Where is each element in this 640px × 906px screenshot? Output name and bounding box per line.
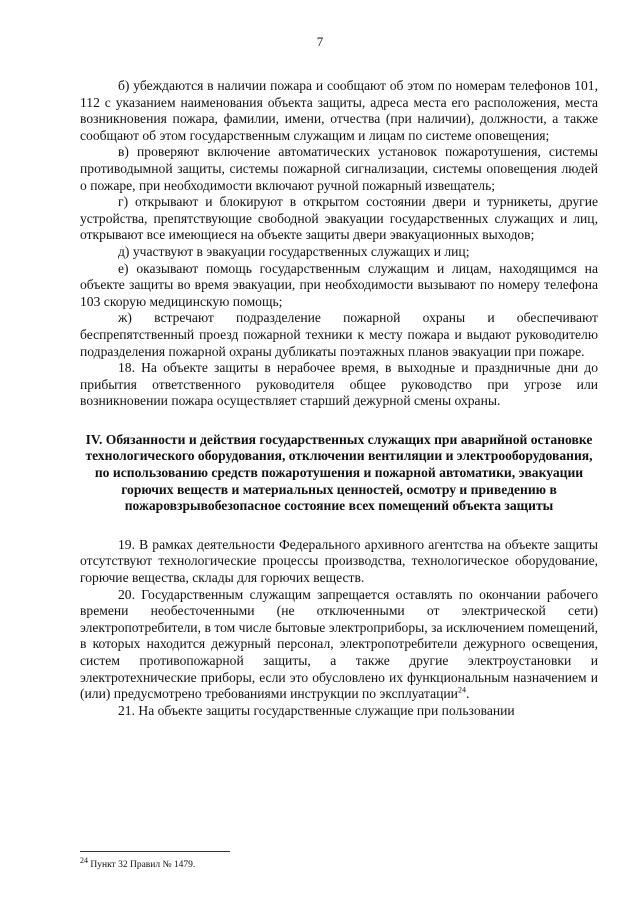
document-body [80, 78, 598, 719]
paragraph-g: г) открывают и блокируют в открытом состоянии двери и турникеты, другие устройства, препятствующие свободной эвакуации государственных служащих и лиц, открывают все имеющиеся на объекте защиты двери эвакуационных выходов; [80, 194, 598, 243]
footnote [80, 855, 196, 871]
paragraph-b: б) убеждаются в наличии пожара и сообщают об этом по номерам телефонов 101, 112 с указанием наименования объекта защиты, адреса места его расположения, места возникновения пожара, фамилии, имени, отчества (при наличии), должности, а также сообщают об этом государственным служащим и лицам по системе оповещения; [80, 78, 598, 143]
paragraph-v: в) проверяют включение автоматических установок пожаротушения, системы противодымной защиты, системы пожарной сигнализации, системы оповещения людей о пожаре, при необходимости включают ручной пожарный извещатель; [80, 144, 598, 193]
paragraph-20-end: . [465, 686, 470, 702]
paragraph-18: 18. На объекте защиты в нерабочее время, в выходные и праздничные дни до прибытия ответственного руководителя общее руководство при угрозе или возникновении пожара осуществляет старший дежурной смены охраны. [80, 360, 598, 409]
page-number: 7 [316, 34, 324, 49]
paragraph-e: е) оказывают помощь государственным служащим и лицам, находящимся на объекте защиты во время эвакуации, при необходимости вызывают по номеру телефона 103 скорую медицинскую помощь; [80, 260, 598, 309]
paragraph-20 [80, 587, 598, 703]
paragraph-21: 21. На объекте защиты государственные служащие при пользовании [118, 702, 515, 718]
paragraph-19: 19. В рамках деятельности Федерального архивного агентства на объекте защиты отсутствуют технологические процессы производства, технологическое оборудование, горючие вещества, склады для горючих веществ. [80, 536, 598, 586]
footnote-text: Пункт 32 Правил № 1479. [88, 860, 196, 870]
paragraph-20-text: 20. Государственным служащим запрещается оставлять по окончании рабочего времени необесточенными (не отключенными от электрической сети) электропотребители, в том числе бытовые электроприборы, за исключением помещений, в которых находится дежурный персонал, электропотребители дежурного освещения, систем противопожарной защиты, а также другие электроустановки и электротехнические приборы, если это обусловлено их функциональным назначением и (или) предусмотрено требованиями инструкции по эксплуатации [80, 586, 598, 702]
paragraph-d: д) участвуют в эвакуации государственных служащих и лиц; [118, 243, 470, 259]
section-heading: IV. Обязанности и действия государственных служащих при аварийной остановке технологического оборудования, отключении вентиляции и электрооборудования, по использованию средств пожаротушения и пожарной автоматики, эвакуации горючих веществ и материальных ценностей, осмотру и приведению в пожаровзрывобезопасное состояние всех помещений объекта защиты [85, 431, 593, 514]
footnote-mark: 24 [80, 855, 88, 865]
footnote-reference: 24 [457, 685, 466, 695]
paragraph-zh: ж) встречают подразделение пожарной охраны и обеспечивают беспрепятственный проезд пожарной техники к месту пожара и выдают руководителю подразделения пожарной охраны дубликаты поэтажных планов эвакуации при пожаре. [80, 310, 598, 359]
footnote-divider [80, 851, 230, 852]
